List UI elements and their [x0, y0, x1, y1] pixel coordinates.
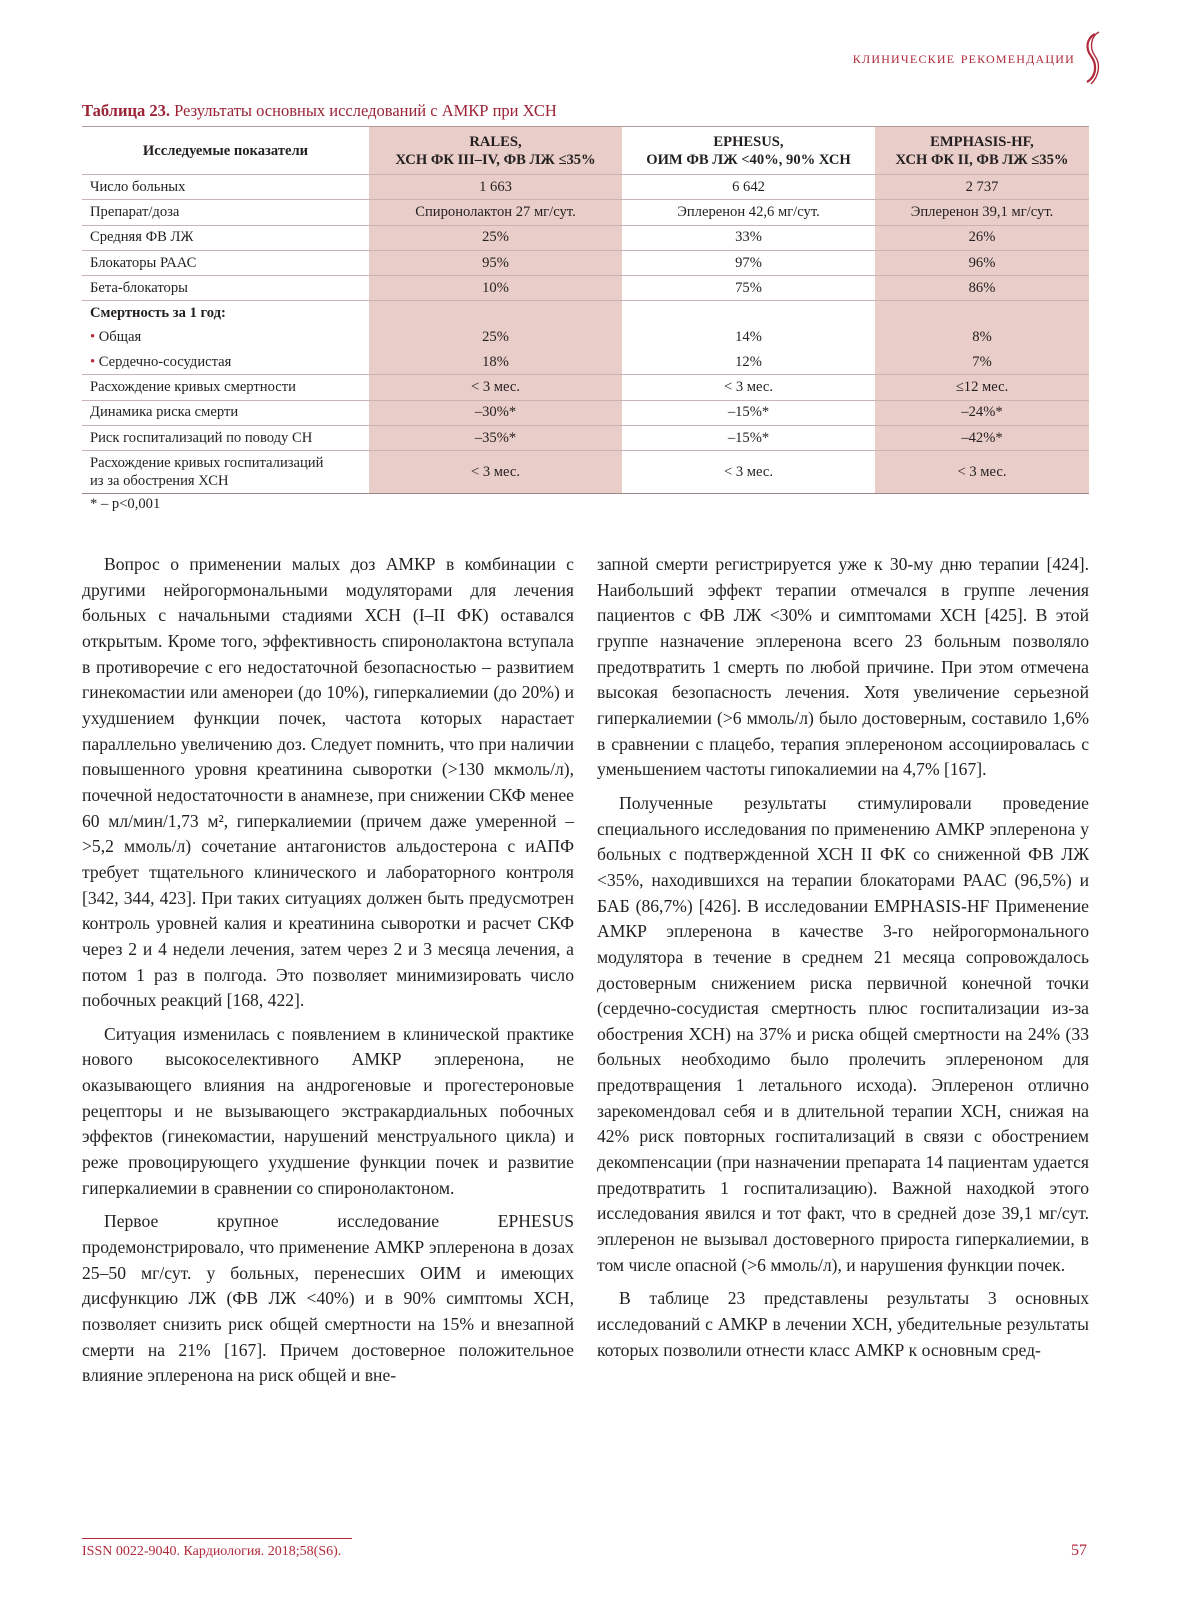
cell: 18% [369, 350, 622, 375]
cell: 33% [622, 225, 875, 250]
cell: < 3 мес. [369, 375, 622, 400]
row-label: Риск госпитализаций по поводу СН [82, 425, 369, 450]
table-row [82, 400, 1089, 425]
cell: 8% [875, 326, 1089, 350]
paragraph: Ситуация изменилась с появлением в клинической практике нового высокоселективного АМКР эплеренона, не оказывающего влияния на андрогеновые и прогестероновые рецепторы и не вызывающего экстракардиальных побочных эффектов (гинекомастии, нарушений менструального цикла) и реже провоцирующего ухудшение функции почек и развитие гиперкалиемии в сравнении со спиронолактоном. [82, 1023, 574, 1198]
cell: 97% [622, 250, 875, 275]
cell [875, 301, 1089, 326]
cell: < 3 мес. [622, 375, 875, 400]
table-row [82, 225, 1089, 250]
cell [622, 301, 875, 326]
cell: 12% [622, 350, 875, 375]
cell: ≤12 мес. [875, 375, 1089, 400]
cell: 86% [875, 276, 1089, 301]
cell: < 3 мес. [875, 451, 1089, 494]
body-column-left [82, 552, 574, 1397]
table-row [82, 200, 1089, 225]
cell: Эплеренон 42,6 мг/сут. [622, 200, 875, 225]
cell: –24%* [875, 400, 1089, 425]
row-label: Расхождение кривых смертности [82, 375, 369, 400]
paragraph: Полученные результаты стимулировали проведение специального исследования по применению АМКР эплеренона у больных с подтвержденной ХСН II ФК со сниженной ФВ ЛЖ <35%, находившихся на терапии блокаторами РААС (96,5%) и БАБ (86,7%) [426]. В исследовании EMPHASIS-HF Применение АМКР эплеренона в качестве 3-го нейрогормонального модулятора в течение в среднем 21 месяца сопровождалось достоверным снижением риска первичной конечной точки (сердечно-сосудистая смертность плюс госпитализации из-за обострения ХСН) на 37% и риска общей смертности на 24% (33 больных необходимо было пролечить эплереноном для предотвращения 1 летального исхода). Эплеренон отлично зарекомендовал себя и в длительной терапии ХСН, снижая на 42% риск повторных госпитализаций в связи с обострением декомпенсации (при назначении препарата 14 пациентам удается предотвратить 1 госпитализацию). Важной находкой этого исследования явился и тот факт, что в средней дозе 39,1 мг/сут. эплеренон не вызывал достоверного прироста гиперкалиемии, в том числе опасной (>6 ммоль/л), и нарушения функции почек. [597, 792, 1089, 1275]
cell: 95% [369, 250, 622, 275]
paragraph: Первое крупное исследование EPHESUS продемонстрировало, что применение АМКР эплеренона в дозах 25–50 мг/сут. у больных, перенесших ОИМ и имеющих дисфункцию ЛЖ (ФВ ЛЖ <40%) и в 90% симптомы ХСН, позволяет снизить риск общей смертности на 15% и внезапной смерти на 21% [167]. Причем достоверное положительное влияние эплеренона на риск общей и вне- [82, 1211, 574, 1386]
cell: 7% [875, 350, 1089, 375]
cell: 1 663 [369, 175, 622, 200]
cell: 2 737 [875, 175, 1089, 200]
cell: –30%* [369, 400, 622, 425]
cell: –15%* [622, 400, 875, 425]
cell: Эплеренон 39,1 мг/сут. [875, 200, 1089, 225]
cell: –42%* [875, 425, 1089, 450]
paragraph: Вопрос о применении малых доз АМКР в комбинации с другими нейрогормональными модуляторами для лечения больных с начальными стадиями ХСН (I–II ФК) оставался открытым. Кроме того, эффективность спиронолактона вступала в противоречие с его недостаточной безопасностью – развитием гинекомастии или аменореи (до 10%), гиперкалиемии (до 20%) и ухудшением функции почек, частота которых нарастает параллельно увеличению доз. Следует помнить, что при наличии повышенного уровня креатинина сыворотки (>130 мкмоль/л), почечной недостаточности в анамнезе, при снижении СКФ менее 60 мл/мин/1,73 м², гиперкалиемии (причем даже умеренной – >5,2 ммоль/л) сочетание антагонистов альдостерона с иАПФ требует тщательного клинического и лабораторного контроля [342, 344, 423]. При таких ситуациях должен быть предусмотрен контроль уровней калия и креатинина сыворотки и расчет СКФ через 2 и 4 недели лечения, затем через 2 и 3 месяца лечения, а потом 1 раз в полгода. Это позволяет минимизировать число побочных реакций [168, 422]. [82, 554, 574, 1011]
table-caption-text: Результаты основных исследований с АМКР при ХСН [169, 101, 557, 120]
running-header: клинические рекомендации [852, 48, 1075, 67]
table-row [82, 350, 1089, 375]
results-table [82, 126, 1089, 494]
page-number: 57 [1071, 1542, 1087, 1559]
row-label: Блокаторы РААС [82, 250, 369, 275]
table-row [82, 326, 1089, 350]
cell: 6 642 [622, 175, 875, 200]
table-row [82, 250, 1089, 275]
cell: 14% [735, 329, 762, 346]
row-label: Число больных [82, 175, 369, 200]
cell: < 3 мес. [622, 451, 875, 494]
cell: Спиронолактон 27 мг/сут. [369, 200, 622, 225]
table-row [82, 451, 1089, 494]
table-section-row [82, 301, 1089, 326]
cell: –15%* [622, 425, 875, 450]
table-row [82, 175, 1089, 200]
table-row [82, 375, 1089, 400]
table-caption [82, 101, 557, 121]
cell: –35%* [369, 425, 622, 450]
row-label: Динамика риска смерти [82, 400, 369, 425]
row-label: Расхождение кривых госпитализаций из за обострения ХСН [82, 451, 369, 494]
table-header-row [82, 127, 1089, 175]
row-label: • Общая [90, 329, 142, 346]
bullet-icon: • [90, 353, 96, 370]
row-label: Препарат/доза [82, 200, 369, 225]
body-column-right [597, 552, 1089, 1371]
cell: 25% [369, 225, 622, 250]
paragraph: запной смерти регистрируется уже к 30-му дню терапии [424]. Наибольший эффект терапии отмечался в группе лечения пациентов с ФВ ЛЖ <30% и симптомами ХСН [425]. В этой группе назначение эплеренона всего 23 больным позволяло предотвратить 1 смерть по любой причине. При этом отмечена высокая безопасность лечения. Хотя увеличение серьезной гиперкалиемии (>6 ммоль/л) было достоверным, составило 1,6% в сравнении с плацебо, терапия эплереноном ассоциировалась с уменьшением частоты гипокалиемии на 4,7% [167]. [597, 554, 1089, 780]
cell: 26% [875, 225, 1089, 250]
paragraph: В таблице 23 представлены результаты 3 основных исследований с АМКР в лечении ХСН, убедительные результаты которых позволили отнести класс АМКР к основным сред- [597, 1288, 1089, 1360]
cell: 96% [875, 250, 1089, 275]
header-indicator: Исследуемые показатели [82, 127, 369, 175]
row-label: • Сердечно-сосудистая [82, 350, 369, 375]
table-row [82, 425, 1089, 450]
cell: 10% [369, 276, 622, 301]
header-study: EMPHASIS-HF, ХСН ФК II, ФВ ЛЖ ≤35% [875, 127, 1089, 175]
cell: < 3 мес. [369, 451, 622, 494]
cell: 25% [369, 326, 622, 350]
header-study: EPHESUS, ОИМ ФВ ЛЖ <40%, 90% ХСН [622, 127, 875, 175]
table-footnote: * – p<0,001 [90, 496, 161, 512]
cell: 75% [622, 276, 875, 301]
footer-rule [82, 1538, 352, 1539]
section-label: Смертность за 1 год: [90, 305, 226, 322]
table-caption-label: Таблица 23. [82, 101, 170, 120]
journal-logo-icon [1081, 30, 1103, 86]
row-label: Средняя ФВ ЛЖ [82, 225, 369, 250]
cell [369, 301, 622, 326]
journal-citation: ISSN 0022-9040. Кардиология. 2018;58(S6). [82, 1544, 342, 1559]
bullet-icon: • [90, 329, 96, 346]
row-label: Бета-блокаторы [82, 276, 369, 301]
header-study: RALES, ХСН ФК III–IV, ФВ ЛЖ ≤35% [369, 127, 622, 175]
table-row [82, 276, 1089, 301]
